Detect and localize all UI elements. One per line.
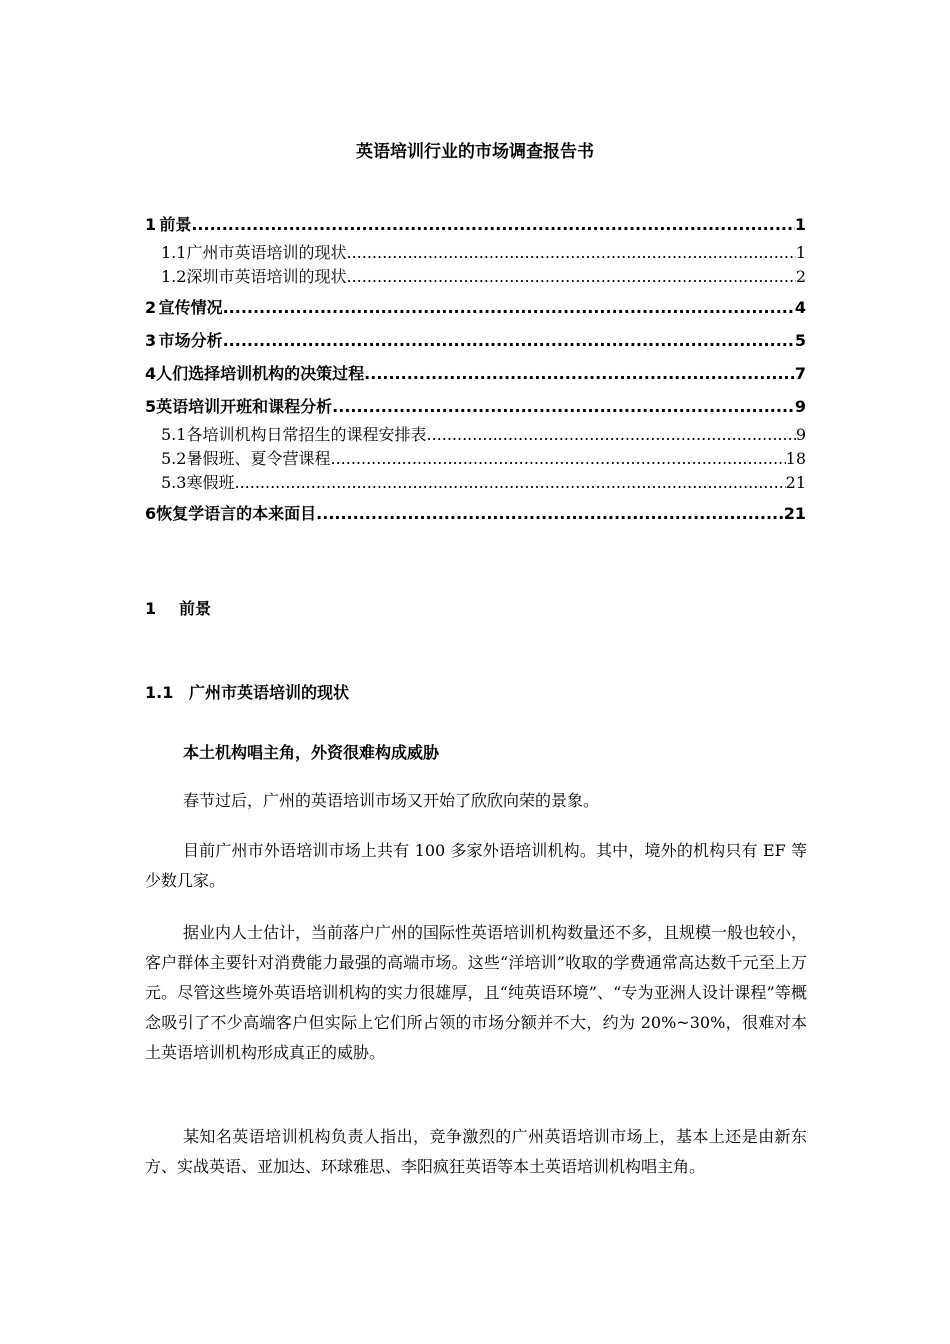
toc-leader-dots <box>316 497 784 530</box>
toc-entry-label: 恢复学语言的本来面目 <box>156 504 317 523</box>
toc-leader-dots <box>426 423 795 447</box>
toc-entry[interactable] <box>145 265 806 289</box>
section-heading <box>145 596 211 619</box>
toc-entry[interactable] <box>145 471 806 495</box>
toc-leader-dots <box>332 390 795 423</box>
toc-entry-page: 2 <box>795 267 806 286</box>
toc-entry[interactable] <box>145 423 806 447</box>
body-paragraph: 春节过后，广州的英语培训市场又开始了欣欣向荣的景象。 <box>183 791 600 810</box>
toc-entry-page: 1 <box>795 243 806 262</box>
toc-entry-page: 21 <box>783 504 806 523</box>
body-paragraph: 某知名英语培训机构负责人指出，竞争激烈的广州英语培训市场上，基本上还是由新东方、实战英语、亚加达、环球雅思、李阳疯狂英语等本土英语培训机构唱主角。 <box>145 1127 807 1176</box>
toc-entry-number: 2 <box>145 298 157 317</box>
toc-entry-label: 宣传情况 <box>158 298 223 317</box>
toc-entry-number: 5.1 <box>161 425 187 444</box>
section-number: 1 <box>145 599 157 618</box>
toc-entry-label: 暑假班、夏令营课程 <box>186 449 331 468</box>
body-paragraph: 目前广州市外语培训市场上共有 100 多家外语培训机构。其中，境外的机构只有 EF 等少数几家。 <box>145 841 807 890</box>
subsection-title: 广州市英语培训的现状 <box>189 683 350 702</box>
toc-entry-number: 4 <box>145 364 157 383</box>
subsection-heading <box>145 680 349 703</box>
document-title: 英语培训行业的市场调查报告书 <box>356 142 594 162</box>
toc-entry[interactable] <box>145 497 806 530</box>
toc-entry-page: 18 <box>785 449 806 468</box>
toc-entry[interactable] <box>145 208 806 241</box>
toc-entry-number: 1 <box>145 215 157 234</box>
toc-entry[interactable] <box>145 291 806 324</box>
toc-entry-page: 7 <box>794 364 806 383</box>
toc-entry-label: 深圳市英语培训的现状 <box>186 267 347 286</box>
body-paragraph: 据业内人士估计，当前落户广州的国际性英语培训机构数量还不多，且规模一般也较小，客户群体主要针对消费能力最强的高端市场。这些“洋培训”收取的学费通常高达数千元至上万元。尽管这些境外英语培训机构的实力很雄厚，且“纯英语环境”、“专为亚洲人设计课程”等概念吸引了不少高端客户但实际上它们所占领的市场分额并不大，约为 20%~30%，很难对本土英语培训机构形成真正的威胁。 <box>145 923 808 1062</box>
toc-entry-label: 各培训机构日常招生的课程安排表 <box>186 425 427 444</box>
toc-leader-dots <box>191 208 795 241</box>
toc-entry-page: 5 <box>794 331 806 350</box>
toc-entry-label: 市场分析 <box>158 331 223 350</box>
toc-leader-dots <box>346 265 795 289</box>
toc-entry-number: 5.3 <box>161 473 187 492</box>
toc-entry-number: 5 <box>145 397 157 416</box>
toc-entry-number: 3 <box>145 331 157 350</box>
toc-entry-page: 1 <box>794 215 806 234</box>
toc-entry-number: 5.2 <box>161 449 187 468</box>
section-title: 前景 <box>179 599 212 618</box>
toc-entry-page: 9 <box>794 397 806 416</box>
subsection-number: 1.1 <box>145 683 174 702</box>
toc-leader-dots <box>346 241 795 265</box>
toc-entry-number: 1.1 <box>161 243 187 262</box>
toc-leader-dots <box>364 357 795 390</box>
toc-entry[interactable] <box>145 447 806 471</box>
toc-leader-dots <box>330 447 785 471</box>
toc-entry-label: 英语培训开班和课程分析 <box>156 397 333 416</box>
toc-leader-dots <box>223 324 795 357</box>
toc-entry-label: 寒假班 <box>186 473 235 492</box>
toc-entry-label: 广州市英语培训的现状 <box>186 243 347 262</box>
toc-entry-label: 人们选择培训机构的决策过程 <box>156 364 365 383</box>
toc-entry-page: 21 <box>785 473 806 492</box>
toc-entry-number: 1.2 <box>161 267 187 286</box>
toc-entry-number: 6 <box>145 504 157 523</box>
paragraph-subheading: 本土机构唱主角，外资很难构成威胁 <box>183 743 440 762</box>
toc-entry-page: 9 <box>795 425 806 444</box>
table-of-contents <box>145 208 806 530</box>
toc-entry-page: 4 <box>794 298 806 317</box>
toc-entry[interactable] <box>145 357 806 390</box>
toc-leader-dots <box>234 471 785 495</box>
toc-entry-label: 前景 <box>159 215 192 234</box>
toc-entry[interactable] <box>145 241 806 265</box>
toc-entry[interactable] <box>145 324 806 357</box>
toc-entry[interactable] <box>145 390 806 423</box>
toc-leader-dots <box>223 291 795 324</box>
